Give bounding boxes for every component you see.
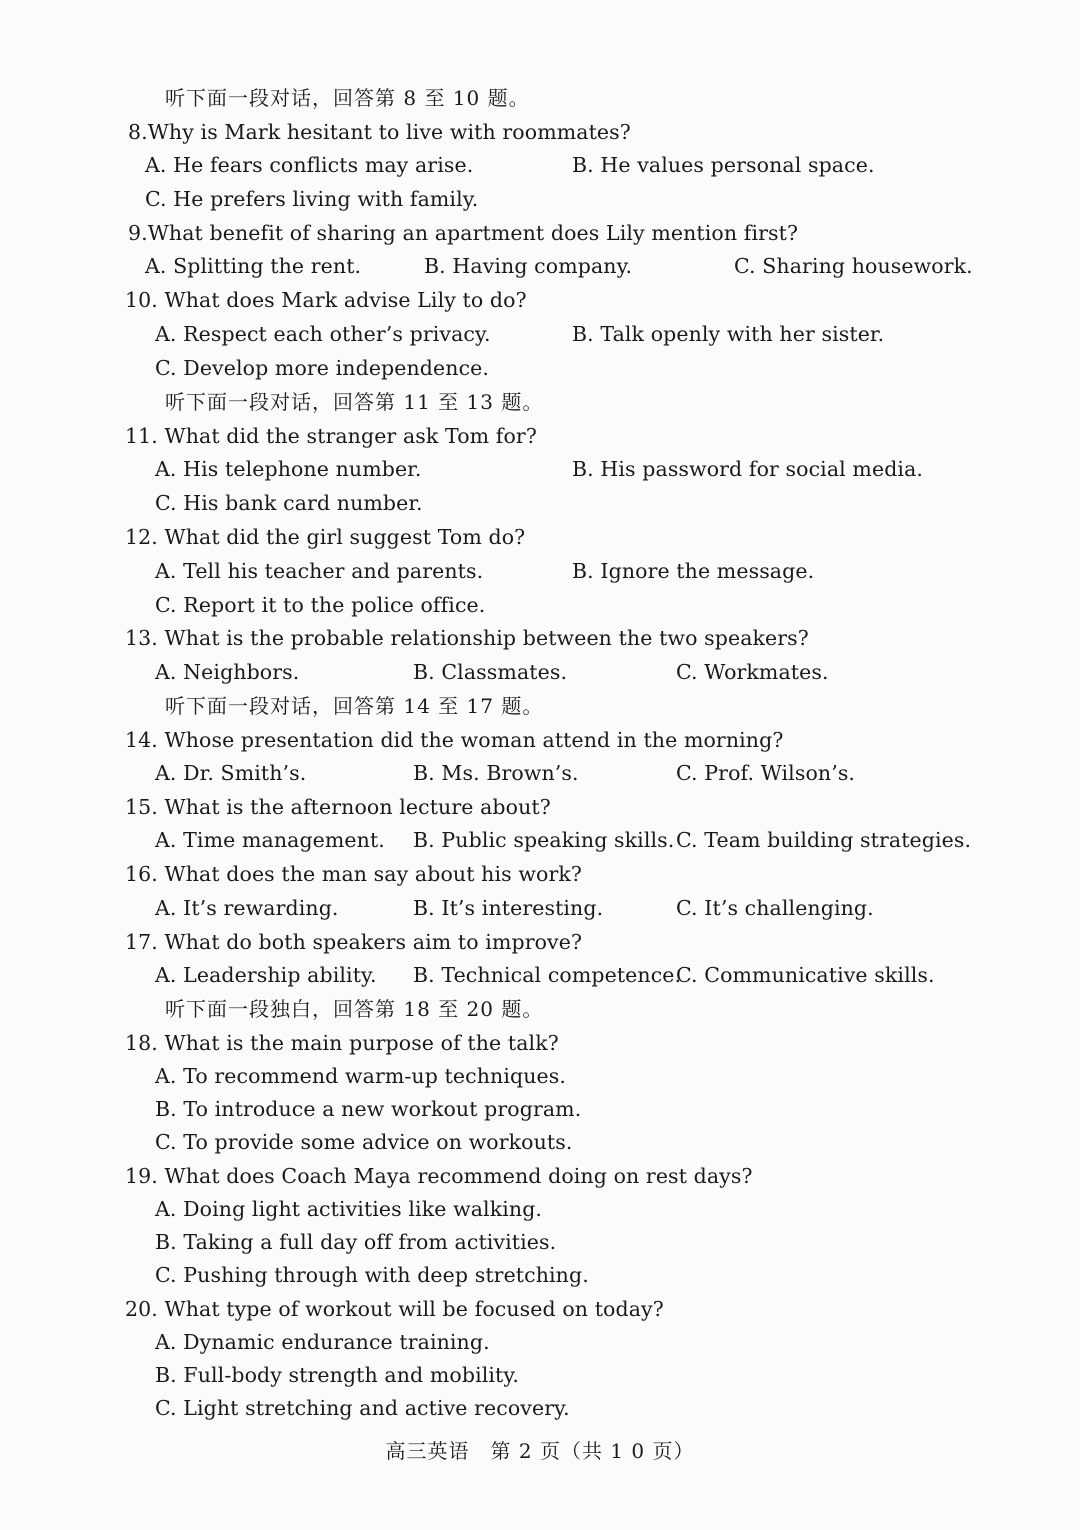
question-text: What type of workout will be focused on today? bbox=[164, 1297, 664, 1321]
option-10b: B. Talk openly with her sister. bbox=[572, 322, 885, 346]
option-11c: C. His bank card number. bbox=[155, 491, 423, 515]
question-text: What does Mark advise Lily to do? bbox=[164, 288, 527, 312]
question-number: 10. bbox=[125, 288, 158, 312]
option-14b: B. Ms. Brown’s. bbox=[413, 761, 579, 785]
question-number: 9. bbox=[128, 221, 148, 245]
question-text: What does Coach Maya recommend doing on rest days? bbox=[164, 1164, 753, 1188]
question-13 bbox=[125, 623, 809, 653]
option-15b: B. Public speaking skills. bbox=[413, 828, 675, 852]
question-text: What is the probable relationship between the two speakers? bbox=[164, 626, 809, 650]
question-text: Whose presentation did the woman attend in the morning? bbox=[164, 728, 784, 752]
option-15a: A. Time management. bbox=[155, 828, 385, 852]
section-heading: 听下面一段对话，回答第 14 至 17 题。 bbox=[165, 694, 544, 718]
option-9c: C. Sharing housework. bbox=[734, 254, 973, 278]
option-16c: C. It’s challenging. bbox=[676, 896, 874, 920]
question-number: 19. bbox=[125, 1164, 158, 1188]
option-15c: C. Team building strategies. bbox=[676, 828, 972, 852]
question-text: What do both speakers aim to improve? bbox=[164, 930, 583, 954]
question-10 bbox=[125, 285, 527, 315]
option-18a: A. To recommend warm-up techniques. bbox=[155, 1064, 566, 1088]
option-13a: A. Neighbors. bbox=[155, 660, 300, 684]
option-13c: C. Workmates. bbox=[676, 660, 829, 684]
option-8c: C. He prefers living with family. bbox=[145, 187, 479, 211]
question-19 bbox=[125, 1161, 753, 1191]
question-9 bbox=[128, 218, 798, 248]
question-8 bbox=[128, 117, 631, 147]
question-number: 15. bbox=[125, 795, 158, 819]
option-20c: C. Light stretching and active recovery. bbox=[155, 1396, 570, 1420]
option-17c: C. Communicative skills. bbox=[676, 963, 935, 987]
question-number: 20. bbox=[125, 1297, 158, 1321]
option-17b: B. Technical competence. bbox=[413, 963, 682, 987]
option-19a: A. Doing light activities like walking. bbox=[155, 1197, 543, 1221]
question-number: 18. bbox=[125, 1031, 158, 1055]
option-14c: C. Prof. Wilson’s. bbox=[676, 761, 856, 785]
question-number: 16. bbox=[125, 862, 158, 886]
option-9a: A. Splitting the rent. bbox=[145, 254, 362, 278]
question-number: 11. bbox=[125, 424, 158, 448]
question-text: What did the stranger ask Tom for? bbox=[164, 424, 537, 448]
question-14 bbox=[125, 725, 783, 755]
question-text: Why is Mark hesitant to live with roommates? bbox=[147, 120, 631, 144]
page-footer: 高三英语 第 2 页（共 1 0 页） bbox=[385, 1439, 695, 1463]
question-text: What benefit of sharing an apartment does Lily mention first? bbox=[147, 221, 799, 245]
option-12a: A. Tell his teacher and parents. bbox=[155, 559, 484, 583]
option-18b: B. To introduce a new workout program. bbox=[155, 1097, 582, 1121]
question-number: 8. bbox=[128, 120, 148, 144]
question-text: What did the girl suggest Tom do? bbox=[164, 525, 526, 549]
section-heading: 听下面一段对话，回答第 11 至 13 题。 bbox=[165, 390, 544, 414]
option-11a: A. His telephone number. bbox=[155, 457, 422, 481]
option-19c: C. Pushing through with deep stretching. bbox=[155, 1263, 589, 1287]
option-12b: B. Ignore the message. bbox=[572, 559, 815, 583]
option-16a: A. It’s rewarding. bbox=[155, 896, 339, 920]
option-20a: A. Dynamic endurance training. bbox=[155, 1330, 490, 1354]
question-15 bbox=[125, 792, 551, 822]
question-number: 14. bbox=[125, 728, 158, 752]
option-12c: C. Report it to the police office. bbox=[155, 593, 486, 617]
option-11b: B. His password for social media. bbox=[572, 457, 924, 481]
option-16b: B. It’s interesting. bbox=[413, 896, 604, 920]
question-17 bbox=[125, 927, 582, 957]
option-13b: B. Classmates. bbox=[413, 660, 568, 684]
option-10c: C. Develop more independence. bbox=[155, 356, 489, 380]
question-18 bbox=[125, 1028, 559, 1058]
option-8a: A. He fears conflicts may arise. bbox=[145, 153, 474, 177]
question-11 bbox=[125, 421, 537, 451]
option-14a: A. Dr. Smith’s. bbox=[155, 761, 307, 785]
section-heading: 听下面一段对话，回答第 8 至 10 题。 bbox=[165, 86, 530, 110]
question-text: What does the man say about his work? bbox=[164, 862, 582, 886]
question-text: What is the afternoon lecture about? bbox=[164, 795, 551, 819]
option-18c: C. To provide some advice on workouts. bbox=[155, 1130, 573, 1154]
question-number: 13. bbox=[125, 626, 158, 650]
question-20 bbox=[125, 1294, 664, 1324]
question-16 bbox=[125, 859, 582, 889]
option-19b: B. Taking a full day off from activities. bbox=[155, 1230, 557, 1254]
question-12 bbox=[125, 522, 525, 552]
section-heading: 听下面一段独白，回答第 18 至 20 题。 bbox=[165, 997, 544, 1021]
option-8b: B. He values personal space. bbox=[572, 153, 875, 177]
question-number: 17. bbox=[125, 930, 158, 954]
question-number: 12. bbox=[125, 525, 158, 549]
option-17a: A. Leadership ability. bbox=[155, 963, 377, 987]
option-9b: B. Having company. bbox=[424, 254, 633, 278]
question-text: What is the main purpose of the talk? bbox=[164, 1031, 559, 1055]
option-20b: B. Full-body strength and mobility. bbox=[155, 1363, 519, 1387]
option-10a: A. Respect each other’s privacy. bbox=[155, 322, 491, 346]
